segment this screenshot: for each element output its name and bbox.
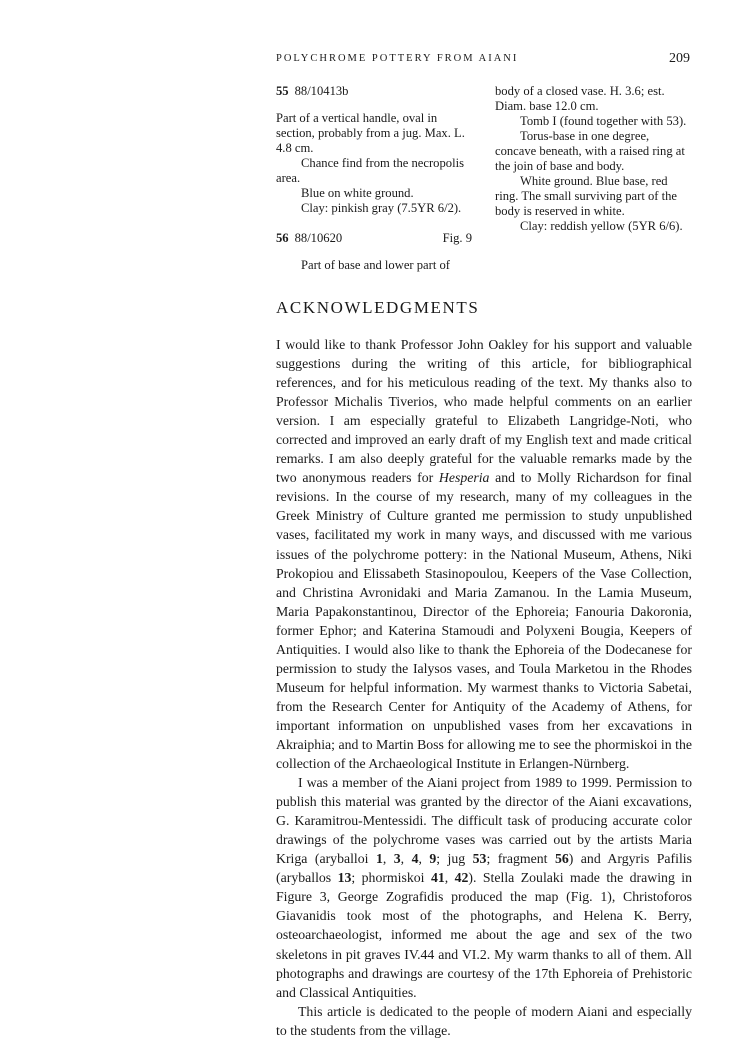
catalogue-clay: Clay: pinkish gray (7.5YR 6/2). xyxy=(301,201,462,215)
catalogue-entry-55-heading xyxy=(276,84,472,99)
catalogue-ref: 53 xyxy=(472,851,487,867)
catalogue-number: 56 xyxy=(276,231,289,245)
catalogue-decoration: White ground. Blue base, red ring. The small surviving part of the body is reserved in white. xyxy=(495,174,677,218)
page-number: 209 xyxy=(669,51,690,66)
figure-reference: Fig. 9 xyxy=(442,231,472,245)
catalogue-ref: 41 xyxy=(430,870,445,886)
section-heading: ACKNOWLEDGMENTS xyxy=(276,298,480,317)
catalogue-form: Torus-base in one degree, concave beneath, with a raised ring at the join of base and body. xyxy=(495,129,685,173)
inventory-number: 88/10413b xyxy=(294,84,349,98)
catalogue-column-right xyxy=(495,84,690,234)
inventory-number: 88/10620 xyxy=(294,231,343,245)
catalogue-ref: 3 xyxy=(393,851,401,867)
catalogue-entry-56-heading xyxy=(276,231,472,246)
running-title: POLYCHROME POTTERY FROM AIANI xyxy=(276,53,519,64)
paragraph: I was a member of the Aiani project from 1989 to 1999. Permission to publish this material was granted by the director of the Aiani excavations, G. Karamitrou-Mentessidi. The difficult task of producing accurate color drawings of the polychrome vases was carried out by the artists Maria Kriga (aryballoi 1, 3, 4, 9; jug 53; fragment 56) and Argyris Pafilis (aryballos 13; phormiskoi 41, 42). Stella Zoulaki made the drawing in Figure 3, George Zografidis produced the map (Fig. 1), Christoforos Giavanidis took most of the photographs, and Helena K. Berry, osteoarchaeologist, informed me about the age and sex of the two skeletons in pit graves IV.44 and VI.2. My warm thanks to all of them. All photographs and drawings are courtesy of the 17th Ephoreia of Prehistoric and Classical Antiquities. xyxy=(276,775,693,1000)
catalogue-description: Part of base and lower part of xyxy=(301,258,450,272)
catalogue-number: 55 xyxy=(276,84,289,98)
catalogue-description: Part of a vertical handle, oval in section, probably from a jug. Max. L. 4.8 cm. xyxy=(276,111,465,155)
catalogue-ref: 56 xyxy=(554,851,569,867)
paragraph: This article is dedicated to the people of modern Aiani and especially to the students from the village. xyxy=(276,1003,692,1038)
journal-title: Hesperia xyxy=(438,470,490,486)
acknowledgments-body xyxy=(276,335,692,1040)
catalogue-ref: 1 xyxy=(375,851,383,867)
catalogue-ref: 4 xyxy=(411,851,419,867)
catalogue-clay: Clay: reddish yellow (5YR 6/6). xyxy=(520,219,683,233)
catalogue-ref: 9 xyxy=(429,851,437,867)
paragraph: I would like to thank Professor John Oakley for his support and valuable suggestions during the writing of this article, for bibliographical references, and for his meticulous reading of the text. My thanks also to Professor Michalis Tiverios, who made helpful comments on an earlier version. I am especially grateful to Elizabeth Langridge-Noti, who corrected and improved an early draft of my English text and made critical remarks. I am also deeply grateful for the valuable remarks made by the two anonymous readers for Hesperia and to Molly Richardson for final revisions. In the course of my research, many of my colleagues in the Greek Ministry of Culture granted me permission to study unpublished vases, facilitated my work in many ways, and discussed with me various issues of the polychrome pottery: in the National Museum, Athens, Niki Prokopiou and Elissabeth Stasinopoulou, Keepers of the Vase Collection, and Christina Avronidaki and Maria Zamanou. In the Lamia Museum, Maria Papakonstantinou, Director of the Ephoreia; Fanouria Dakoronia, former Ephor; and Katerina Stamoudi and Polyxeni Bougia, Keepers of Antiquities. I would also like to thank the Ephoreia of the Dodecanese for permission to study the Ialysos vases, and Toula Marketou in the Rhodes Museum for helpful information. My warmest thanks to Victoria Sabetai, from the Research Center for Antiquity of the Academy of Athens, for important information on unpublished vases from her excavations in Akraiphia; and to Martin Boss for allowing me to see the phormiskoi in the collection of the Archaeological Institute in Erlangen-Nürnberg. xyxy=(276,337,692,772)
catalogue-column-left xyxy=(276,84,472,273)
catalogue-ref: 13 xyxy=(337,870,352,886)
catalogue-description-continued: body of a closed vase. H. 3.6; est. Diam. base 12.0 cm. xyxy=(495,84,665,113)
catalogue-provenance: Chance find from the necropolis area. xyxy=(276,156,464,185)
catalogue-ref: 42 xyxy=(454,870,469,886)
catalogue-provenance: Tomb I (found together with 53). xyxy=(520,114,687,128)
catalogue-decoration: Blue on white ground. xyxy=(301,186,414,200)
